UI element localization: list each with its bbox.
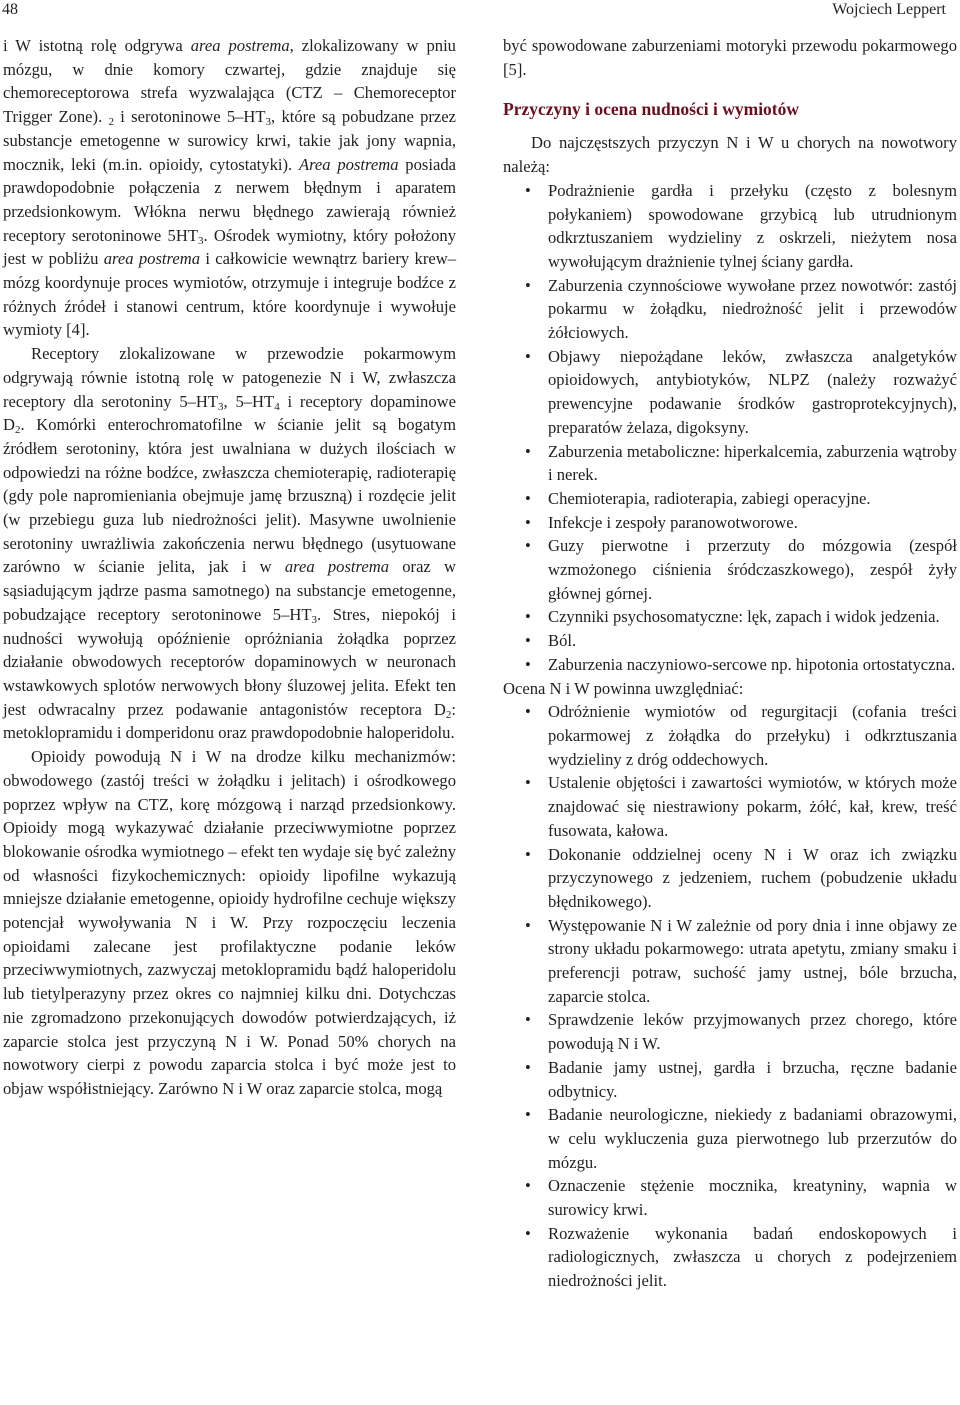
list-item: • Infekcje i zespoły paranowotworowe. xyxy=(503,511,957,535)
list-item: • Badanie jamy ustnej, gardła i brzucha, ręczne badanie odbytnicy. xyxy=(525,1057,957,1101)
section-heading: Przyczyny i ocena nudności i wymiotów xyxy=(503,99,800,120)
bullet-icon: • xyxy=(525,1010,531,1030)
assessment-intro: Ocena N i W powinna uwzględniać: xyxy=(503,678,744,698)
right-column xyxy=(503,34,957,1293)
list-item: • Ból. xyxy=(503,629,957,653)
list-item: • Rozważenie wykonania badań endoskopowych i radiologicznych, zwłaszcza u chorych z podejrzeniem niedrożności jelit. xyxy=(525,1223,957,1291)
list-item: • Badanie neurologiczne, niekiedy z badaniami obrazowymi, w celu wykluczenia guza pierwotnego lub przerzutów do mózgu. xyxy=(525,1105,957,1172)
list-item: • Zaburzenia naczyniowo-sercowe np. hipotonia ortostatyczna. xyxy=(503,653,957,677)
running-head-author: Wojciech Leppert xyxy=(832,1,946,18)
paragraph-area-postrema: i W istotną rolę odgrywa area postrema, zlokalizowany w pniu mózgu, w dnie komory czwartej, gdzie znajduje się chemoreceptorowa strefa wyzwalająca (CTZ – Chemoreceptor Trigger Zone). $_2$ i serotoninowe $5-HT_3$, które są pobudzane przez substancje emetogenne w surowicy krwi, takie jak jony wapnia, mocznik, leki (m.in. opioidy, cytostatyki). Area postrema posiada prawdopodobnie połączenia z nerwem błędnym i aparatem przedsionkowym. Włókna nerwu błędnego zawierają również receptory serotoninowe $5HT_3$. Ośrodek wymiotny, który położony jest w pobliżu area postrema i całkowicie wewnątrz bariery krew–mózg koordynuje proces wymiotów, otrzymuje i integruje bodźce z różnych źródeł i stanowi centrum, które koordynuje i wywołuje wymioty [4]. xyxy=(3,36,457,340)
page-header xyxy=(0,0,960,24)
bullet-icon: • xyxy=(525,180,531,200)
left-column xyxy=(3,34,456,1101)
page-number: 48 xyxy=(2,1,18,18)
bullet-icon: • xyxy=(525,607,531,627)
bullet-icon: • xyxy=(525,654,531,674)
list-item: • Zaburzenia metaboliczne: hiperkalcemia, zaburzenia wątroby i nerek. xyxy=(525,441,957,485)
causes-intro: Do najczęstszych przyczyn N i W u chorych na nowotwory należą: xyxy=(503,133,957,177)
bullet-icon: • xyxy=(525,346,531,366)
list-item: • Podrażnienie gardła i przełyku (często z bolesnym połykaniem) spowodowane grzybicą lub utrudnionym odkrztuszaniem wydzieliny z oskrzeli, nieżytem nosa wywołującym drażnienie tylnej ściany gardła. xyxy=(525,180,957,271)
list-item: • Objawy niepożądane leków, zwłaszcza analgetyków opioidowych, antybiotyków, NLPZ (należy rozważyć prewencyjne podawanie środków gastroprotekcyjnych), preparatów żelaza, digoksyny. xyxy=(525,346,957,437)
bullet-icon: • xyxy=(525,536,531,556)
bullet-icon: • xyxy=(525,915,531,935)
bullet-icon: • xyxy=(525,1176,531,1196)
bullet-icon: • xyxy=(525,844,531,864)
list-item: • Oznaczenie stężenie mocznika, kreatyniny, wapnia w surowicy krwi. xyxy=(525,1176,957,1220)
list-item: • Odróżnienie wymiotów od regurgitacji (cofania treści pokarmowej z żołądka do przełyku) i odkrztuszania wydzieliny z dróg oddechowych. xyxy=(525,702,957,769)
bullet-icon: • xyxy=(525,1057,531,1077)
bullet-icon: • xyxy=(525,1105,531,1125)
bullet-icon: • xyxy=(525,488,531,508)
list-item: • Sprawdzenie leków przyjmowanych przez chorego, które powodują N i W. xyxy=(525,1010,957,1054)
paragraph-opioids: Opioidy powodują N i W na drodze kilku mechanizmów: obwodowego (zastój treści w żołądku i jelitach) i ośrodkowego poprzez wpływ na CTZ, korę mózgową i narząd przedsionkowy. Opioidy mogą wykazywać działanie przeciwwymiotne poprzez blokowanie ośrodka wymiotnego – efekt ten wydaje się być zależny od własności fizykochemicznych: opioidy lipofilne wykazują mniejsze działanie emetogenne, opioidy hydrofilne cechuje większy potencjał wywoływania N i W. Przy rozpoczęciu leczenia opioidami zalecane jest profilaktyczne podanie leków przeciwwymiotnych, zazwyczaj metoklopramidu bądź haloperidolu lub tietylperazyny przez okres co najmniej kilku dni. Dotychczas nie zgromadzono przekonujących dowodów potwierdzających, iż zaparcie stolca jest przyczyną N i W. Ponad 50% chorych na nowotwory cierpi z powodu zaparcia stolca i być może jest to objaw współistniejący. Zarówno N i W oraz zaparcie stolca, mogą xyxy=(3,747,456,1098)
list-item: • Zaburzenia czynnościowe wywołane przez nowotwór: zastój pokarmu w żołądku, niedrożność jelit i przewodów żółciowych. xyxy=(525,275,957,343)
bullet-icon: • xyxy=(525,702,531,722)
bullet-icon: • xyxy=(525,512,531,532)
paragraph-continuation: być spowodowane zaburzeniami motoryki przewodu pokarmowego [5]. xyxy=(503,36,957,79)
bullet-icon: • xyxy=(525,631,531,651)
paragraph-gi-receptors: Receptory zlokalizowane w przewodzie pokarmowym odgrywają równie istotną rolę w patogenezie N i W, zwłaszcza receptory dla serotoniny $5-HT_3$, $5-HT_4$ i receptory dopaminowe $D_2$. Komórki enterochromatofilne w ścianie jelit są bogatym źródłem serotoniny, która jest uwalniana w dużych ilościach w odpowiedzi na różne bodźce, zwłaszcza chemioterapię, radioterapię (gdy pole napromieniania obejmuje jamę brzuszną) i rozdęcie jelit (w przebiegu guza lub niedrożności jelit). Masywne uwolnienie serotoniny uwrażliwia zakończenia nerwu błędnego (usytuowane zarówno w ścianie jelita, jak i w area postrema oraz w sąsiadującym jądrze pasma samotnego) na substancje emetogenne, pobudzające receptory serotoninowe $5-HT_3$. Stres, niepokój i nudności wywołują opóźnienie opróżniania żołądka poprzez działanie obwodowych receptorów dopaminowych w neuronach wstawkowych splotów nerwowych błony śluzowej jelita. Efekt ten jest odwracalny przez podawanie antagonistów receptora $D_2$: metoklopramidu i domperidonu oraz prawdopodobnie haloperidolu. xyxy=(3,344,457,743)
causes-list xyxy=(503,179,957,677)
list-item: • Guzy pierwotne i przerzuty do mózgowia (zespół wzmożonego ciśnienia śródczaszkowego), zespół żyły głównej górnej. xyxy=(525,536,957,603)
bullet-icon: • xyxy=(525,275,531,295)
list-item: • Dokonanie oddzielnej oceny N i W oraz ich związku przyczynowego z jedzeniem, ruchem (pobudzenie układu błędnikowego). xyxy=(525,844,957,911)
list-item: • Chemioterapia, radioterapia, zabiegi operacyjne. xyxy=(503,487,957,511)
list-item: • Czynniki psychosomatyczne: lęk, zapach i widok jedzenia. xyxy=(503,605,957,629)
bullet-icon: • xyxy=(525,1223,531,1243)
bullet-icon: • xyxy=(525,441,531,461)
list-item: • Występowanie N i W zależnie od pory dnia i inne objawy ze strony układu pokarmowego: utrata apetytu, zmiany smaku i preferencji potraw, suchość jamy ustnej, bóle brzucha, zaparcie stolca. xyxy=(525,915,957,1006)
bullet-icon: • xyxy=(525,773,531,793)
list-item: • Ustalenie objętości i zawartości wymiotów, w których może znajdować się niestrawiony pokarm, żółć, kał, krew, treść fusowata, kałowa. xyxy=(525,773,957,840)
assessment-list xyxy=(503,700,957,1293)
